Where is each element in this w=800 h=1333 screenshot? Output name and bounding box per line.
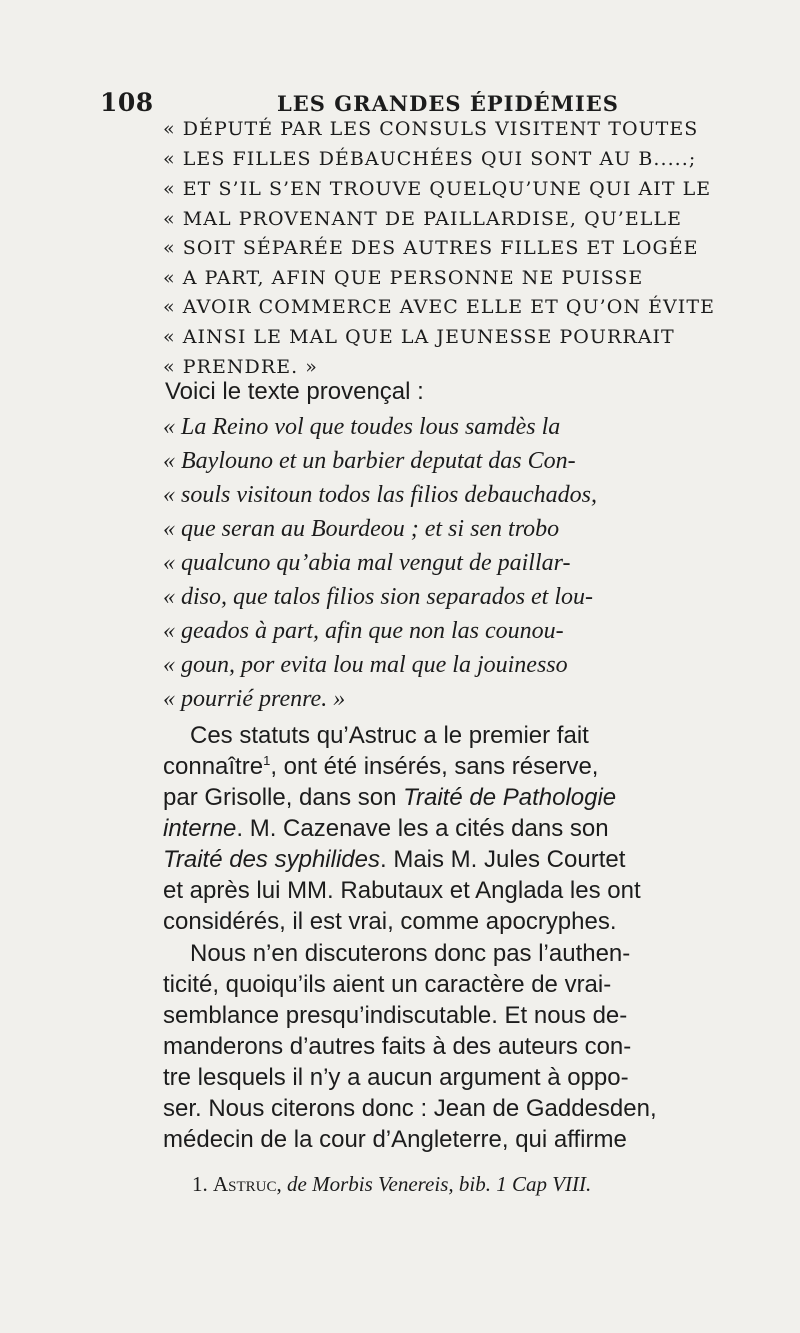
text-line [163,784,616,812]
text-span: Ces statuts qu’Astruc a le premier fait [190,722,589,749]
text-line: Voici le texte provençal : [165,378,424,405]
text-line: « LES FILLES DÉBAUCHÉES QUI SONT AU B.....; [163,148,697,170]
text-line: et après lui MM. Rabutaux et Anglada les ont [163,877,641,904]
text-line: « A PART, AFIN QUE PERSONNE NE PUISSE [163,267,644,289]
text-line: manderons d’autres faits à des auteurs con- [163,1033,632,1060]
text-span: . Mais M. Jules Courtet [379,846,626,873]
page-number: 108 [100,88,154,117]
running-head [100,88,700,118]
text-line: « que seran au Bourdeou ; et si sen trobo [163,516,560,542]
text-line: ser. Nous citerons donc : Jean de Gaddesden, [163,1095,657,1122]
footnote-author: Astruc [213,1172,277,1196]
text-line [163,815,609,843]
footnote-separator: , [276,1172,288,1196]
text-line: considérés, il est vrai, comme apocryphes. [163,908,617,935]
text-line: « goun, por evita lou mal que la jouinesso [163,652,568,678]
italic-title: interne [163,815,237,842]
italic-title: Traité de Pathologie [403,784,617,811]
text-line: « AINSI LE MAL QUE LA JEUNESSE POURRAIT [163,326,675,348]
text-span: connaître [163,753,264,780]
text-line: ticité, quoiqu’ils aient un caractère de vrai- [163,971,612,998]
text-line: semblance presqu’indiscutable. Et nous de- [163,1002,628,1029]
text-line: « ET S’IL S’EN TROUVE QUELQU’UNE QUI AIT LE [163,178,712,200]
text-span: par Grisolle, dans son [163,784,404,811]
text-line: « qualcuno qu’abia mal vengut de paillar- [163,550,571,576]
text-span: . M. Cazenave les a cités dans son [236,815,609,842]
text-line: « geados à part, afin que non las counou- [163,618,564,644]
italic-title: Traité des syphilides [163,846,380,873]
footnote-reference-title: de Morbis Venereis, bib. 1 Cap VIII. [287,1172,592,1196]
text-line: « diso, que talos filios sion separados et lou- [163,584,594,610]
text-line [190,722,589,750]
text-line: « SOIT SÉPARÉE DES AUTRES FILLES ET LOGÉE [163,237,699,259]
text-line: « DÉPUTÉ PAR LES CONSULS VISITENT TOUTES [163,118,699,140]
footnote-number: 1. [192,1172,208,1196]
text-line [163,846,625,874]
text-line: « Baylouno et un barbier deputat das Con- [163,448,576,474]
text-line [163,753,598,781]
text-line: « souls visitoun todos las filios debauchados, [163,482,598,508]
text-span: , ont été insérés, sans réserve, [270,753,599,780]
footnote-reference: 1 [263,753,271,768]
text-line: « La Reino vol que toudes lous samdès la [163,414,561,440]
text-line: tre lesquels il n’y a aucun argument à oppo- [163,1064,629,1091]
running-title: LES GRANDES ÉPIDÉMIES [277,91,619,116]
text-line: médecin de la cour d’Angleterre, qui affirme [163,1126,627,1153]
text-line: Nous n’en discuterons donc pas l’authen- [190,940,631,967]
text-line: « pourrié prenre. » [163,686,346,712]
footnote [192,1172,591,1197]
text-line: « MAL PROVENANT DE PAILLARDISE, QU’ELLE [163,208,683,230]
text-line: « AVOIR COMMERCE AVEC ELLE ET QU’ON ÉVITE [163,296,715,318]
text-line: « PRENDRE. » [163,356,318,378]
